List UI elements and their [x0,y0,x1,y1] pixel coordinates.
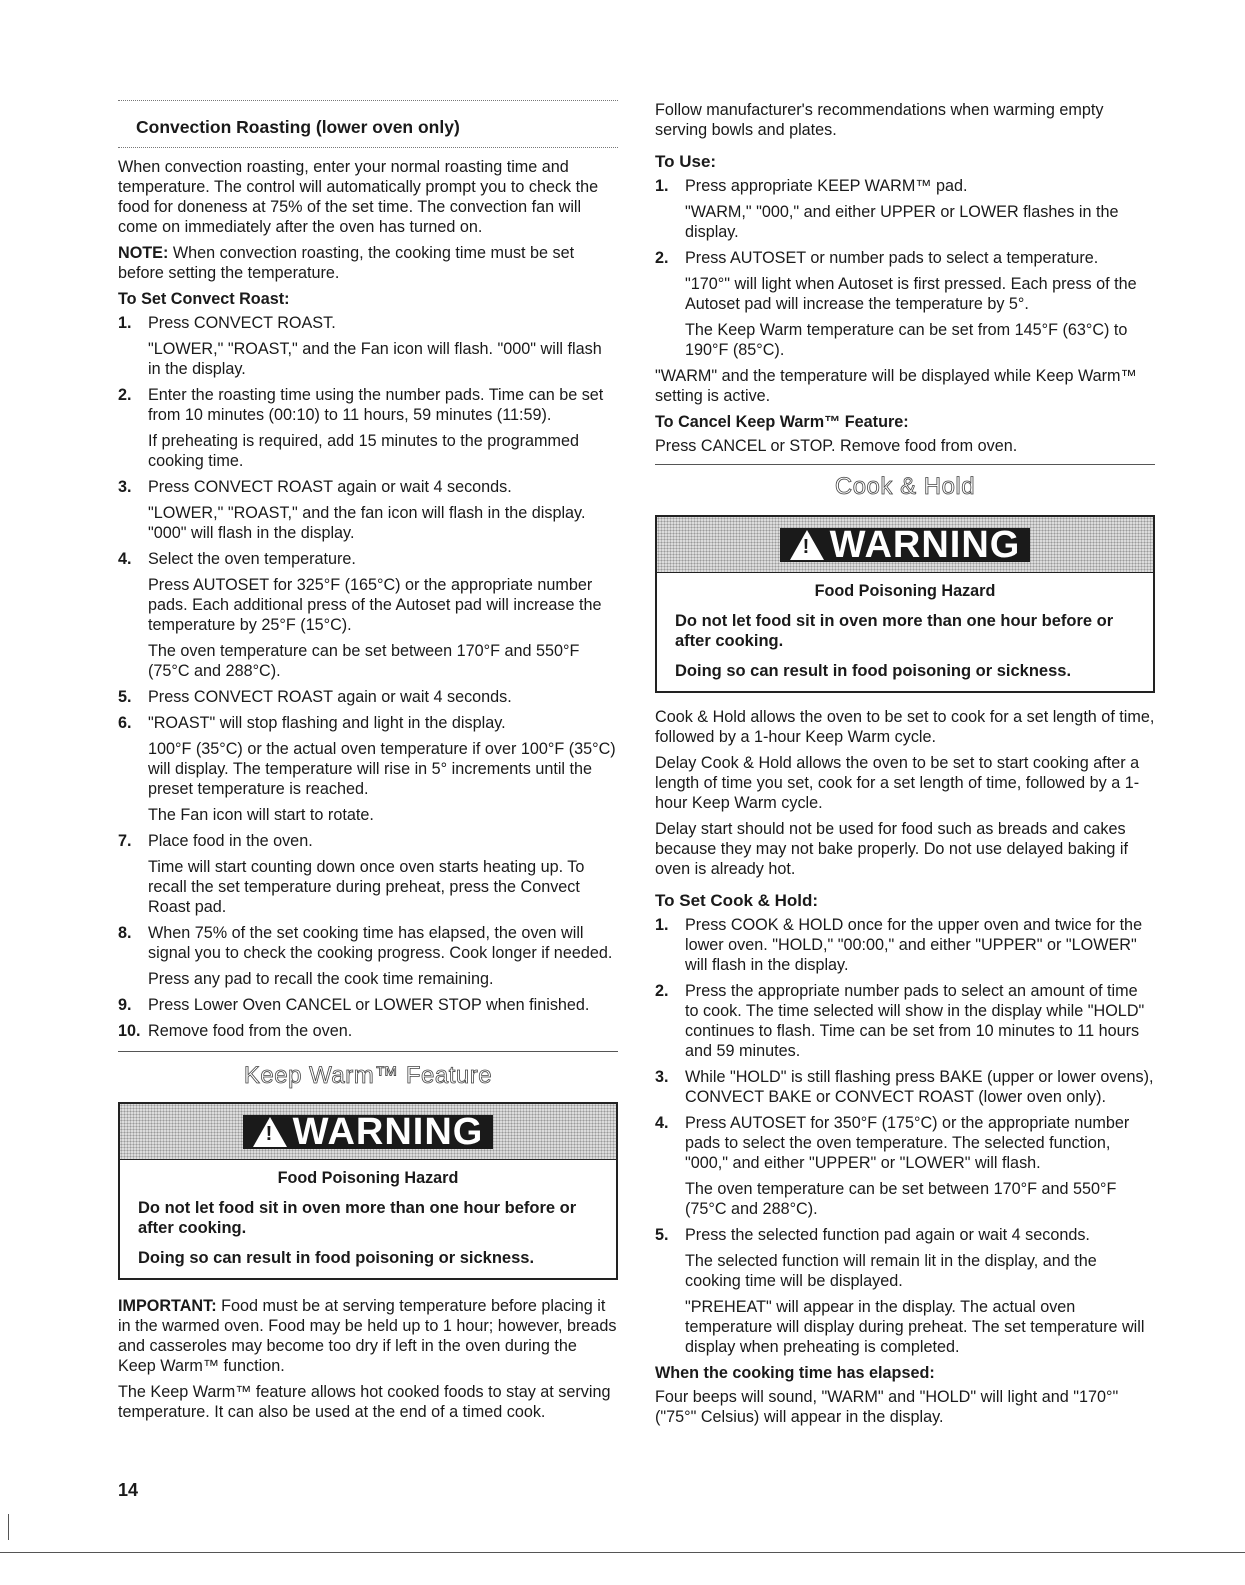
step-detail: If preheating is required, add 15 minutes to the programmed cooking time. [148,432,580,470]
warning-box-keep-warm [118,1102,618,1280]
cook-hold-para-3: Delay start should not be used for food such as breads and cakes because they may not bake properly. Do not use delayed baking if oven is already hot. [655,820,1129,878]
step-item [655,1225,1155,1357]
convection-intro: When convection roasting, enter your normal roasting time and temperature. The control will automatically prompt you to check the food for doneness at 75% of the set time. The convection fan will come on immediately after the oven has turned on. [118,158,599,236]
step-number: 4. [118,550,132,568]
step-item [655,915,1155,975]
step-text: Press CONVECT ROAST. [148,314,336,332]
divider [118,1051,618,1052]
warning-band [120,1104,616,1160]
step-text: Press appropriate KEEP WARM™ pad. [685,177,968,195]
step-text: Press Lower Oven CANCEL or LOWER STOP when finished. [148,996,590,1014]
warning-triangle-icon [790,530,824,560]
right-intro: Follow manufacturer's recommendations when warming empty serving bowls and plates. [655,101,1104,139]
step-text: Press the selected function pad again or wait 4 seconds. [685,1226,1090,1244]
step-text: When 75% of the set cooking time has elapsed, the oven will signal you to check the cooking progress. Cook longer if needed. [148,924,613,962]
convection-note [118,243,618,283]
step-detail: Press AUTOSET for 325°F (165°C) or the appropriate number pads. Each additional press of the Autoset pad will increase the temperature by 25°F (15°C). [148,576,602,634]
step-item [118,831,618,917]
step-item [118,995,618,1015]
warning-text: WARNING [829,523,1021,566]
step-detail: The Keep Warm temperature can be set from 145°F (63°C) to 190°F (85°C). [685,321,1128,359]
cancel-keep-warm-heading: To Cancel Keep Warm™ Feature: [655,413,909,431]
step-number: 9. [118,996,132,1014]
divider [655,464,1155,465]
step-item [655,176,1155,242]
warning-label [243,1110,494,1153]
step-detail: The oven temperature can be set between 170°F and 550°F (75°C and 288°C). [148,642,580,680]
step-number: 4. [655,1114,669,1132]
step-detail: "PREHEAT" will appear in the display. The actual oven temperature will display during preheat. The set temperature will display when preheating is completed. [685,1298,1145,1356]
page-number: 14 [118,1480,139,1500]
set-steps-list [655,915,1155,1357]
step-detail: "LOWER," "ROAST," and the Fan icon will flash. "000" will flash in the display. [148,340,602,378]
step-number: 10. [118,1022,141,1040]
section-title: Convection Roasting (lower oven only) [136,117,460,137]
step-detail: Time will start counting down once oven starts heating up. To recall the set temperature during preheat, press the Convect Roast pad. [148,858,585,916]
keep-warm-paragraph: The Keep Warm™ feature allows hot cooked foods to stay at serving temperature. It can also be used at the end of a timed cook. [118,1383,611,1421]
step-text: Press CONVECT ROAST again or wait 4 seconds. [148,478,512,496]
important-text: Food must be at serving temperature before placing it in the warmed oven. Food may be held up to 1 hour; however, breads and casseroles may become too dry if left in the oven during the Keep Warm™ function. [118,1297,617,1375]
cook-hold-title: Cook & Hold [834,473,976,500]
warning-hazard: Food Poisoning Hazard [277,1169,459,1187]
step-number: 2. [655,982,669,1000]
right-column [655,100,1155,1433]
step-number: 8. [118,924,132,942]
step-item [118,385,618,471]
step-number: 2. [118,386,132,404]
cook-hold-para-2: Delay Cook & Hold allows the oven to be set to start cooking after a length of time you set, cook for a set length of time, followed by a 1-hour Keep Warm cycle. [655,754,1140,812]
important-label: IMPORTANT: [118,1297,217,1315]
convect-steps-list [118,313,618,1041]
step-text: Press COOK & HOLD once for the upper oven and twice for the lower oven. "HOLD," "00:00," and either "UPPER" or "LOWER" will flash in the display. [685,916,1143,974]
warning-text: WARNING [292,1110,484,1153]
step-detail: The Fan icon will start to rotate. [148,806,374,824]
warning-line-1: Do not let food sit in oven more than one hour before or after cooking. [675,612,1114,650]
step-detail: "170°" will light when Autoset is first pressed. Each press of the Autoset pad will increase the temperature by 5°. [685,275,1137,313]
step-number: 5. [118,688,132,706]
step-detail: "LOWER," "ROAST," and the fan icon will flash in the display. "000" will flash in the display. [148,504,586,542]
warning-triangle-icon [253,1117,287,1147]
step-number: 7. [118,832,132,850]
step-text: Place food in the oven. [148,832,313,850]
step-item [118,313,618,379]
to-use-heading: To Use: [655,152,717,171]
elapsed-text: Four beeps will sound, "WARM" and "HOLD" will light and "170°" ("75°" Celsius) will appear in the display. [655,1388,1119,1426]
step-number: 2. [655,249,669,267]
step-detail: The selected function will remain lit in the display, and the cooking time will be displayed. [685,1252,1097,1290]
cancel-keep-warm-text: Press CANCEL or STOP. Remove food from oven. [655,437,1018,455]
margin-mark [8,1514,9,1540]
step-item [655,1113,1155,1219]
step-text: Enter the roasting time using the number pads. Time can be set from 10 minutes (00:10) to 11 hours, 59 minutes (11:59). [148,386,604,424]
step-text: While "HOLD" is still flashing press BAKE (upper or lower ovens), CONVECT BAKE or CONVECT ROAST (lower oven only). [685,1068,1154,1106]
warning-label [780,523,1031,566]
warning-box-cook-hold [655,515,1155,693]
set-cook-hold-heading: To Set Cook & Hold: [655,891,819,910]
step-detail: The oven temperature can be set between 170°F and 550°F (75°C and 288°C). [685,1180,1117,1218]
important-paragraph [118,1296,618,1376]
warning-band [657,517,1153,573]
step-text: Remove food from the oven. [148,1022,353,1040]
step-number: 1. [655,916,669,934]
step-text: Press AUTOSET or number pads to select a temperature. [685,249,1099,267]
step-item [118,923,618,989]
warning-hazard: Food Poisoning Hazard [814,582,996,600]
warning-body [120,1160,616,1278]
warning-line-2: Doing so can result in food poisoning or sickness. [138,1249,535,1267]
note-text: When convection roasting, the cooking time must be set before setting the temperature. [118,244,575,282]
warning-line-2: Doing so can result in food poisoning or sickness. [675,662,1072,680]
step-item [655,1067,1155,1107]
step-item [118,687,618,707]
convect-roast-heading: To Set Convect Roast: [118,290,290,308]
step-item [118,477,618,543]
note-label: NOTE: [118,244,169,262]
step-number: 1. [118,314,132,332]
step-text: Press CONVECT ROAST again or wait 4 seconds. [148,688,512,706]
step-item [655,981,1155,1061]
step-item [118,549,618,681]
page-bottom-rule [0,1552,1245,1553]
step-detail: 100°F (35°C) or the actual oven temperature if over 100°F (35°C) will display. The temperature will rise in 5° increments until the preset temperature is reached. [148,740,616,798]
step-item [655,248,1155,360]
step-number: 3. [118,478,132,496]
step-number: 5. [655,1226,669,1244]
warm-display-paragraph: "WARM" and the temperature will be displayed while Keep Warm™ setting is active. [655,367,1137,405]
step-detail: Press any pad to recall the cook time remaining. [148,970,494,988]
step-number: 6. [118,714,132,732]
step-text: Press the appropriate number pads to select an amount of time to cook. The time selected will show in the display while "HOLD" continues to flash. Time can be set from 10 minutes to 11 hours and 59 minutes. [685,982,1145,1060]
warning-body [657,573,1153,691]
step-text: Select the oven temperature. [148,550,356,568]
step-number: 3. [655,1068,669,1086]
use-steps-list [655,176,1155,360]
step-item [118,1021,618,1041]
warning-line-1: Do not let food sit in oven more than one hour before or after cooking. [138,1199,577,1237]
keep-warm-title: Keep Warm™ Feature [243,1062,493,1089]
step-text: "ROAST" will stop flashing and light in the display. [148,714,506,732]
section-header-bar [118,100,618,148]
left-column [118,157,618,1428]
elapsed-heading: When the cooking time has elapsed: [655,1364,935,1382]
step-number: 1. [655,177,669,195]
cook-hold-para-1: Cook & Hold allows the oven to be set to cook for a set length of time, followed by a 1-hour Keep Warm cycle. [655,708,1155,746]
step-item [118,713,618,825]
step-text: Press AUTOSET for 350°F (175°C) or the appropriate number pads to select the oven temperature. The selected function, "000," and either "UPPER" or "LOWER" will flash. [685,1114,1130,1172]
step-detail: "WARM," "000," and either UPPER or LOWER flashes in the display. [685,203,1119,241]
